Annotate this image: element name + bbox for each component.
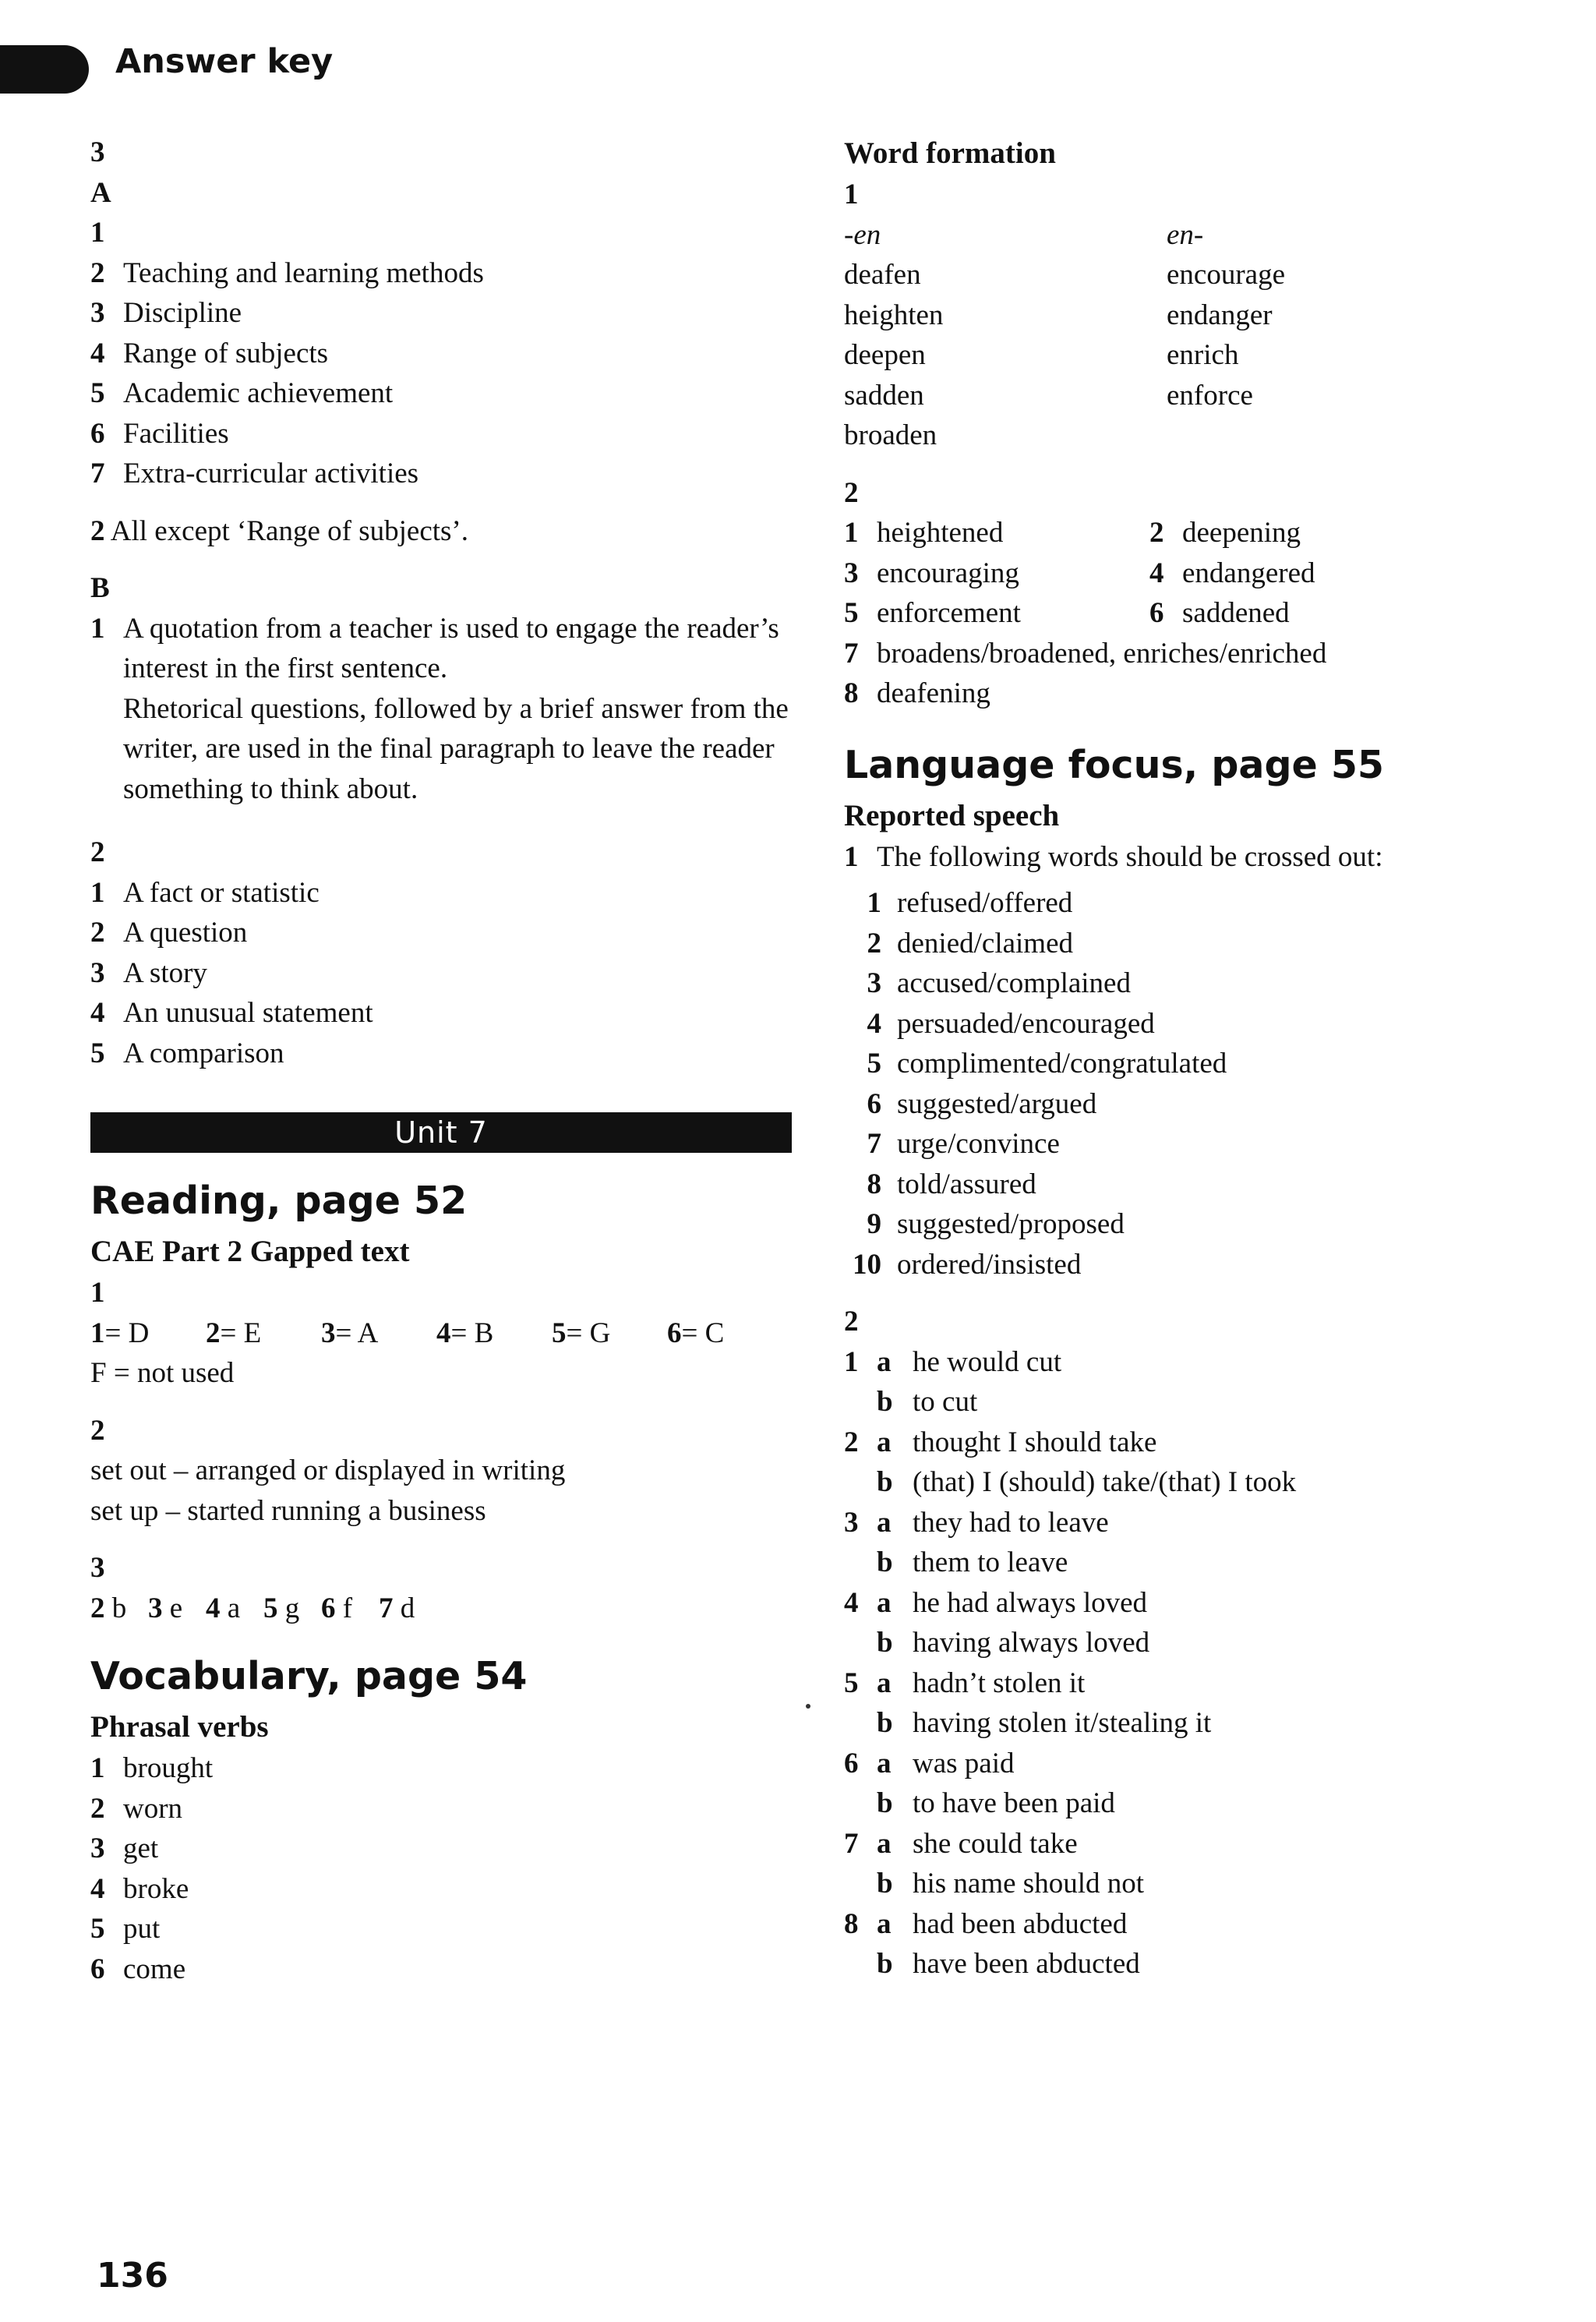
part-b-list [90,873,792,1074]
answer-paragraph-block: 1 A quotation from a teacher is used to engage the reader’s interest in the first sentence. Rhetorical questions, followed by a brief answer from the writer, are used in the final paragraph to leave the reader something to think about. [90,609,792,810]
phrasal-verbs-list [90,1748,792,1989]
subheading-word-formation: Word formation [844,136,1056,170]
unit-banner: Unit 7 [90,1112,792,1153]
part-label-b: B [90,572,110,604]
list-item: b to cut [877,1386,978,1418]
list-item: 6 Facilities [90,417,229,450]
list-item: 4 Range of subjects [90,337,329,369]
suffix-column [844,215,1167,456]
list-item: 6 a was paid [844,1747,1015,1779]
right-column [844,133,1545,1984]
question-number: 1 [90,1277,105,1309]
answer-paragraph: Rhetorical questions, followed by a brief answer from the writer, are used in the final paragraph to leave the reader something to think about. [123,692,789,805]
answer-line: 2 All except ‘Range of subjects’. [90,514,468,547]
question-number: 2 [844,1306,859,1338]
list-item: 7 Extra-curricular activities [90,458,419,489]
word-formation-table [844,215,1545,456]
key-pair: 5 g [263,1592,300,1624]
list-item: 2 a thought I should take [844,1426,1157,1458]
answer-paragraph: A quotation from a teacher is used to engage the reader’s interest in the first sentence. [123,612,779,684]
key-pair: 2 b [90,1592,127,1624]
section-heading-language-focus: Language focus, page 55 [844,742,1385,787]
key-pair: 5= G [552,1317,611,1349]
left-column [90,133,792,1989]
list-item: 1 A fact or statistic [90,876,320,909]
answer-key-row [90,1589,792,1629]
column-header: en- [1167,218,1204,251]
list-item: 3 get [90,1833,159,1864]
list-item: 7 urge/convince [867,1128,1060,1160]
subheading-reported-speech: Reported speech [844,798,1060,832]
question-number: 3 [90,1552,105,1584]
subheading-gapped-text: CAE Part 2 Gapped text [90,1235,410,1268]
list-item: b to have been paid [877,1787,1115,1819]
list-item: 8 deafening [844,677,990,709]
answer-line: set up – started running a business [90,1494,486,1527]
list-item: 2 A question [90,917,248,949]
key-pair: 6 f [321,1592,353,1624]
list-item: enforce [1167,379,1253,412]
list-item: b having always loved [877,1627,1150,1659]
section-heading-reading: Reading, page 52 [90,1179,468,1223]
answer-pair-row: 1 heightened 2 deepening [844,517,1301,549]
subheading-phrasal-verbs: Phrasal verbs [90,1710,269,1744]
crossed-out-words-list [844,883,1545,1285]
list-item: 8 told/assured [867,1168,1036,1200]
list-item: 6 suggested/argued [867,1087,1097,1120]
question-intro: 1 The following words should be crossed out: [844,840,1383,873]
key-pair: 1= D [90,1317,150,1349]
answer-key-row [90,1313,792,1354]
answer-pair-row: 5 enforcement 6 saddened [844,597,1290,629]
list-item: 5 a hadn’t stolen it [844,1666,1086,1699]
prefix-column [1167,215,1285,456]
list-item: 1 a he would cut [844,1345,1062,1378]
list-item: endanger [1167,299,1273,331]
part-label-a: A [90,176,111,209]
column-header: -en [844,218,881,251]
list-item: 6 come [90,1953,186,1985]
stray-dot [806,1704,810,1709]
page-number: 136 [97,2256,168,2295]
question-number: 2 [844,476,859,509]
answer-line: set out – arranged or displayed in writing [90,1454,566,1486]
list-item: 2 Teaching and learning methods [90,256,484,289]
list-item: enrich [1167,339,1239,371]
list-item: heighten [844,299,944,331]
list-item: b them to leave [877,1546,1068,1578]
header-tab-marker [0,45,89,94]
list-item: 7 a she could take [844,1827,1078,1860]
list-item: 4 An unusual statement [90,997,373,1029]
list-item: 4 a he had always loved [844,1586,1148,1619]
answer-note: F = not used [90,1357,235,1389]
list-item: 10 ordered/insisted [853,1248,1082,1281]
list-item: b having stolen it/stealing it [877,1707,1212,1739]
key-pair: 4= B [436,1317,494,1349]
list-item: encourage [1167,259,1286,291]
key-pair: 3 e [148,1592,183,1624]
list-item: deepen [844,339,926,371]
list-item: sadden [844,379,924,412]
question-number: 1 [90,217,105,249]
list-item: 5 complimented/congratulated [867,1048,1227,1080]
list-item: 1 brought [90,1752,214,1784]
list-item: 5 put [90,1913,161,1945]
list-item: 5 A comparison [90,1037,284,1069]
list-item: 3 Discipline [90,297,242,329]
list-item: 5 Academic achievement [90,377,394,409]
list-item: b his name should not [877,1868,1145,1900]
list-item: 2 worn [90,1792,183,1825]
key-pair: 7 d [379,1592,415,1624]
key-pair: 6= C [667,1317,725,1349]
list-item: 3 A story [90,956,207,989]
part-a-list [90,253,792,494]
question-number: 1 [844,178,859,210]
list-item: 4 broke [90,1872,189,1905]
key-pair: 4 a [206,1592,241,1624]
list-item: deafen [844,259,921,291]
question-number: 2 [90,836,105,868]
answer-pair-row: 3 encouraging 4 endangered [844,557,1315,589]
page-header-title: Answer key [115,42,334,81]
question-number: 2 [90,1414,105,1447]
list-item: 8 a had been abducted [844,1907,1128,1940]
list-item: broaden [844,419,937,451]
list-item: b have been abducted [877,1948,1140,1980]
list-item: 7 broadens/broadened, enriches/enriched [844,637,1327,670]
list-item: 4 persuaded/encouraged [867,1007,1155,1040]
exercise-number: 3 [90,136,105,168]
list-item: 1 refused/offered [867,887,1073,919]
list-item: 3 accused/complained [867,967,1131,999]
reported-speech-answers [844,1342,1545,1984]
section-heading-vocabulary: Vocabulary, page 54 [90,1654,528,1698]
list-item: 9 suggested/proposed [867,1208,1125,1240]
list-item: 3 a they had to leave [844,1506,1109,1539]
key-pair: 3= A [321,1317,379,1349]
list-item: 2 denied/claimed [867,927,1074,960]
key-pair: 2= E [206,1317,262,1349]
list-item: b (that) I (should) take/(that) I took [877,1466,1297,1498]
